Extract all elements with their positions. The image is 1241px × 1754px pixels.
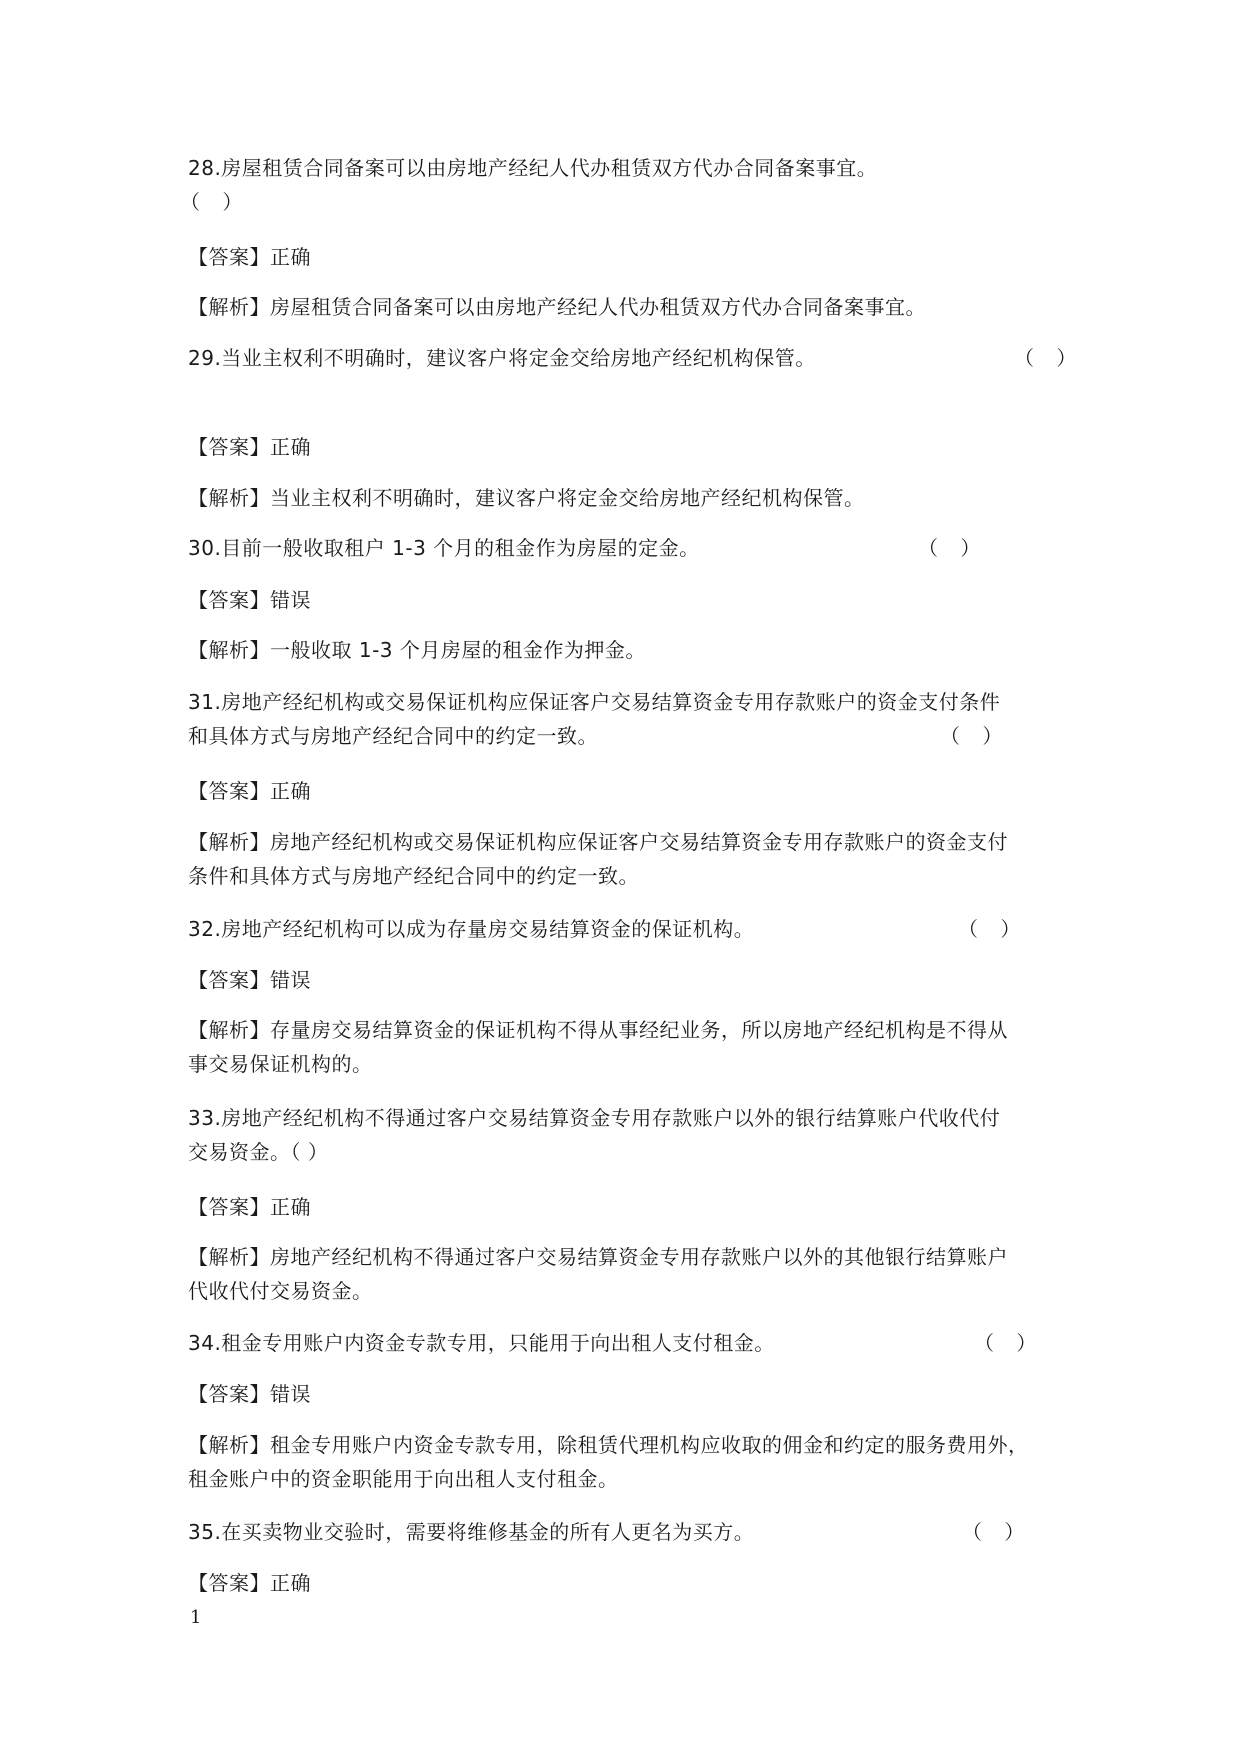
question-29: 29.当业主权利不明确时，建议客户将定金交给房地产经纪机构保管。 bbox=[188, 346, 816, 370]
question-31-line-2: 和具体方式与房地产经纪合同中的约定一致。 bbox=[188, 724, 598, 748]
answer-34: 【答案】错误 bbox=[188, 1382, 311, 1406]
analysis-31-line-2: 条件和具体方式与房地产经纪合同中的约定一致。 bbox=[188, 864, 639, 888]
analysis-31-line-1: 【解析】房地产经纪机构或交易保证机构应保证客户交易结算资金专用存款账户的资金支付 bbox=[188, 830, 1008, 854]
question-35: 35.在买卖物业交验时，需要将维修基金的所有人更名为买方。 bbox=[188, 1520, 755, 1544]
question-31-line-1: 31.房地产经纪机构或交易保证机构应保证客户交易结算资金专用存款账户的资金支付条件 bbox=[188, 690, 1001, 714]
question-35-blank: （ ） bbox=[962, 1520, 1033, 1544]
page-number: 1 bbox=[190, 1607, 202, 1628]
analysis-29: 【解析】当业主权利不明确时，建议客户将定金交给房地产经纪机构保管。 bbox=[188, 486, 865, 510]
answer-29: 【答案】正确 bbox=[188, 435, 311, 459]
question-34-blank: （ ） bbox=[974, 1331, 1045, 1355]
analysis-33-line-2: 代收代付交易资金。 bbox=[188, 1279, 373, 1303]
question-32: 32.房地产经纪机构可以成为存量房交易结算资金的保证机构。 bbox=[188, 917, 755, 941]
answer-28: 【答案】正确 bbox=[188, 245, 311, 269]
question-29-blank: （ ） bbox=[1014, 346, 1085, 370]
question-28: 28.房屋租赁合同备案可以由房地产经纪人代办租赁双方代办合同备案事宜。 bbox=[188, 156, 878, 180]
question-33-line-1: 33.房地产经纪机构不得通过客户交易结算资金专用存款账户以外的银行结算账户代收代付 bbox=[188, 1106, 1001, 1130]
answer-31: 【答案】正确 bbox=[188, 779, 311, 803]
answer-33: 【答案】正确 bbox=[188, 1195, 311, 1219]
answer-30: 【答案】错误 bbox=[188, 588, 311, 612]
answer-32: 【答案】错误 bbox=[188, 968, 311, 992]
question-33-line-2: 交易资金。（ ） bbox=[188, 1140, 329, 1164]
analysis-33-line-1: 【解析】房地产经纪机构不得通过客户交易结算资金专用存款账户以外的其他银行结算账户 bbox=[188, 1245, 1008, 1269]
answer-35: 【答案】正确 bbox=[188, 1571, 311, 1595]
analysis-30: 【解析】一般收取 1-3 个月房屋的租金作为押金。 bbox=[188, 638, 646, 662]
question-34: 34.租金专用账户内资金专款专用，只能用于向出租人支付租金。 bbox=[188, 1331, 775, 1355]
analysis-34-line-2: 租金账户中的资金职能用于向出租人支付租金。 bbox=[188, 1467, 619, 1491]
question-30-blank: （ ） bbox=[918, 536, 989, 560]
question-31-blank: （ ） bbox=[940, 724, 1011, 748]
analysis-32-line-1: 【解析】存量房交易结算资金的保证机构不得从事经纪业务，所以房地产经纪机构是不得从 bbox=[188, 1018, 1008, 1042]
question-28-blank: （ ） bbox=[180, 190, 251, 214]
analysis-34-line-1: 【解析】租金专用账户内资金专款专用，除租赁代理机构应收取的佣金和约定的服务费用外， bbox=[188, 1433, 1029, 1457]
question-30: 30.目前一般收取租户 1-3 个月的租金作为房屋的定金。 bbox=[188, 536, 700, 560]
question-32-blank: （ ） bbox=[958, 917, 1029, 941]
analysis-28: 【解析】房屋租赁合同备案可以由房地产经纪人代办租赁双方代办合同备案事宜。 bbox=[188, 295, 926, 319]
analysis-32-line-2: 事交易保证机构的。 bbox=[188, 1052, 373, 1076]
